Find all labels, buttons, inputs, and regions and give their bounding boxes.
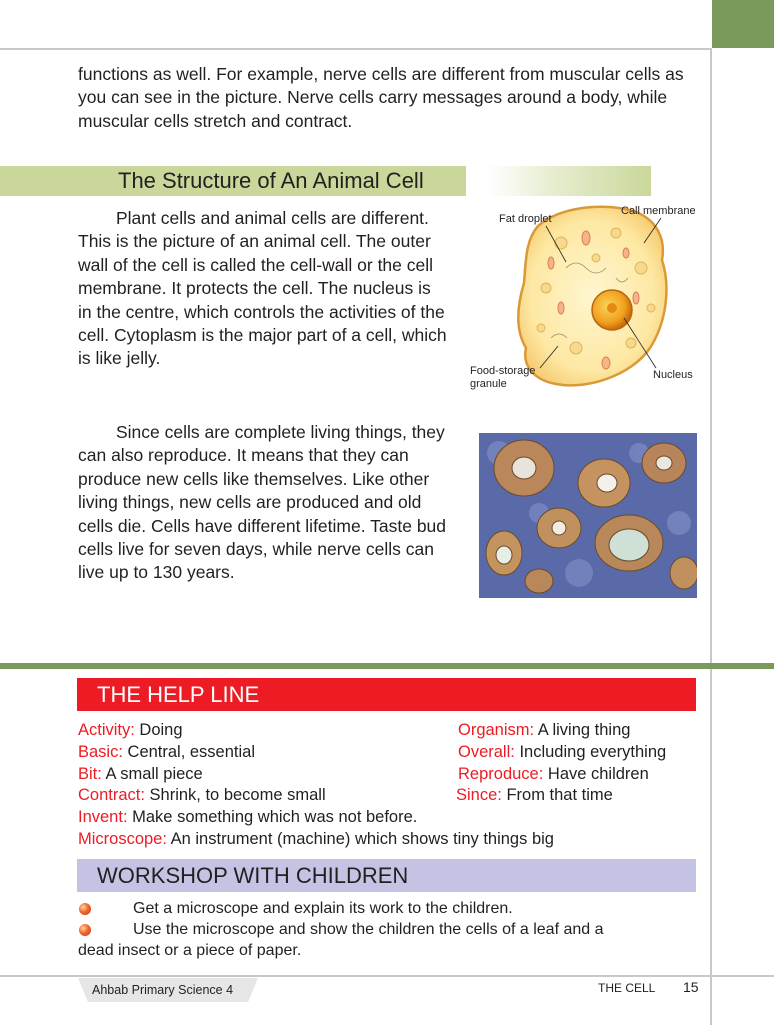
glossary-term: Microscope: — [78, 829, 167, 848]
glossary-definition: Doing — [134, 721, 183, 739]
glossary-item — [458, 720, 666, 742]
corner-accent — [712, 0, 774, 48]
glossary-item — [458, 764, 666, 786]
glossary-definition: Have children — [543, 764, 649, 783]
glossary-term: Bit: — [78, 764, 102, 783]
help-line-header — [77, 678, 696, 711]
glossary-term: Overall: — [458, 742, 515, 761]
bullet-icon — [79, 903, 91, 915]
microscope-cells-photo — [479, 433, 697, 598]
paragraph-1 — [78, 207, 448, 371]
intro-text: functions as well. For example, nerve cells are different from muscular cells as you can see in the picture. Nerve cells carry messages around a body, while muscular cells stretch and contract. — [78, 64, 684, 131]
workshop-item-2-line-2: dead insect or a piece of paper. — [78, 942, 302, 959]
glossary-definition: A small piece — [101, 764, 203, 783]
bottom-rule — [0, 975, 774, 977]
section-title-bar — [0, 166, 466, 196]
footer-book-tab — [78, 978, 258, 1002]
animal-cell-diagram — [466, 198, 711, 398]
label-nucleus: Nucleus — [653, 369, 693, 381]
workshop-item-2-line-1: Use the microscope and show the children the cells of a leaf and a — [133, 921, 604, 938]
glossary-item — [78, 829, 554, 851]
glossary-term: Invent: — [78, 808, 128, 827]
microscope-cells-image — [479, 433, 697, 598]
glossary-definition: Make something which was not before. — [127, 808, 418, 827]
glossary-item — [456, 785, 666, 807]
workshop-title: WORKSHOP WITH CHILDREN — [97, 863, 409, 888]
glossary-term: Activity: — [78, 721, 135, 739]
glossary-definition: Including everything — [514, 742, 667, 761]
paragraph-2 — [78, 421, 448, 585]
glossary-term: Reproduce: — [458, 764, 544, 783]
workshop-item-1: Get a microscope and explain its work to the children. — [133, 900, 513, 917]
footer-book-title: Ahbab Primary Science 4 — [92, 983, 234, 997]
footer-chapter: THE CELL — [598, 981, 656, 995]
page-number: 15 — [683, 979, 699, 995]
section-title: The Structure of An Animal Cell — [118, 168, 424, 193]
label-cell-membrane: Call membrane — [621, 205, 696, 217]
glossary-term: Basic: — [78, 742, 123, 761]
section-divider-band — [0, 663, 774, 669]
glossary-item — [78, 807, 554, 829]
label-food-storage-1: Food-storage — [470, 365, 536, 377]
glossary-definition: A living thing — [534, 721, 631, 739]
bullet-icon — [79, 924, 91, 936]
help-line-title: THE HELP LINE — [97, 682, 260, 707]
section-title-fade — [488, 166, 651, 196]
paragraph-1-text: Plant cells and animal cells are different. This is the picture of an animal cell. The outer wall of the cell is called the cell-wall or the cell membrane. It protects the cell. The nucleus is in the centre, which controls the activities of the cell. Cytoplasm is the major part of a cell, which is like jelly. — [78, 208, 447, 369]
glossary-definition: An instrument (machine) which shows tiny things big — [166, 829, 554, 848]
glossary-definition: Central, essential — [122, 742, 256, 761]
glossary-term: Organism: — [458, 721, 535, 739]
label-food-storage-2: granule — [470, 378, 507, 390]
top-rule — [0, 48, 712, 50]
glossary-definition: Shrink, to become small — [144, 786, 326, 805]
glossary-term: Since: — [456, 786, 502, 805]
paragraph-2-text: Since cells are complete living things, they can also reproduce. It means that they can produce new cells like themselves. Like other living things, new cells are produced and old cells die. Cells have different lifetime. Taste bud cells live for seven days, while nerve cells can live up to 130 years. — [78, 422, 447, 583]
glossary-term: Contract: — [78, 786, 145, 805]
right-rule — [710, 48, 712, 1025]
intro-paragraph — [78, 63, 698, 133]
workshop-header — [77, 859, 696, 892]
glossary-definition: From that time — [501, 786, 613, 805]
label-fat-droplet: Fat droplet — [499, 213, 552, 225]
glossary-item — [458, 742, 666, 764]
glossary-right — [458, 720, 666, 807]
